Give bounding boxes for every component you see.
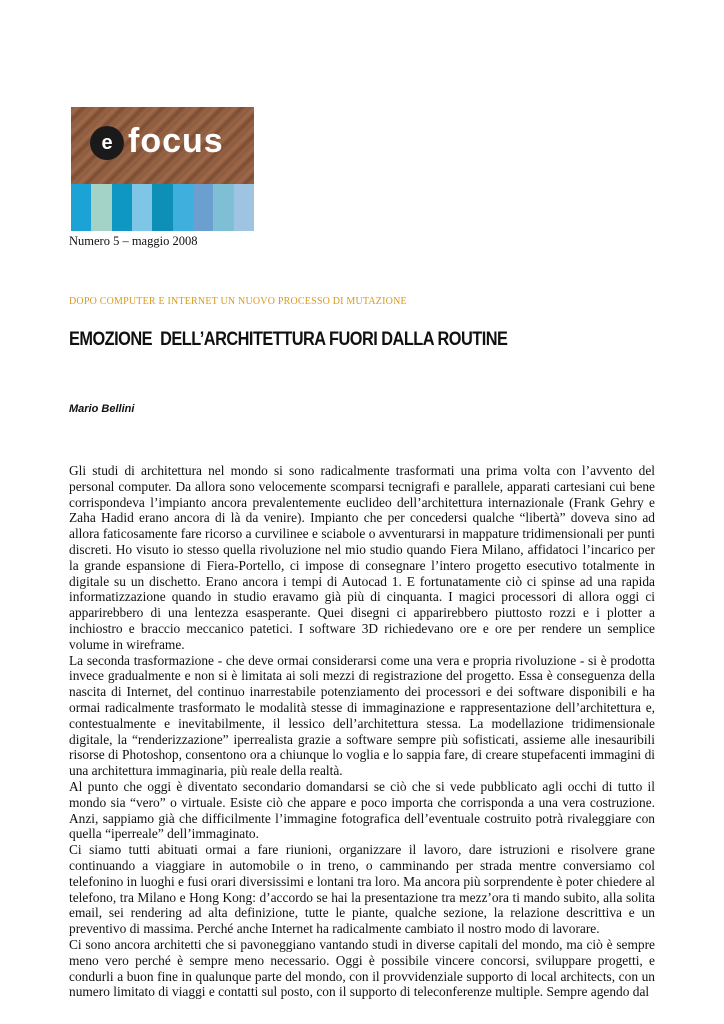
logo-stripe xyxy=(132,184,152,231)
article-author: Mario Bellini xyxy=(69,403,135,415)
article-title: EMOZIONE DELL’ARCHITETTURA FUORI DALLA ROUTINE xyxy=(69,329,508,350)
article-paragraph: Ci sono ancora architetti che si pavoneggiano vantando studi in diverse capitali del mondo, ma ciò è sempre meno vero perché è sempre meno necessario. Oggi è possibile vincere concorsi, sviluppare progetti, e condurli a buon fine in qualunque parte del mondo, con il provvidenziale supporto di local architects, con un numero limitato di viaggi e contatti sul posto, con il supporto di teleconferenze multiple. Sempre agendo dal xyxy=(69,936,655,1000)
article-body xyxy=(69,463,655,1000)
logo-stripe xyxy=(213,184,233,231)
logo-color-stripes xyxy=(71,184,254,231)
logo-stripe xyxy=(91,184,111,231)
article-paragraph: Gli studi di architettura nel mondo si sono radicalmente trasformati una prima volta con l’avvento del personal computer. Da allora sono velocemente scomparsi tecnigrafi e parallele, apparati cartesiani cui bene corrispondeva l’impianto ancora prevalentemente euclideo dell’architettura internazionale (Frank Gehry e Zaha Hadid erano ancora di là da venire). Impianto che per concedersi qualche “libertà” doveva sino ad allora faticosamente fare ricorso a curvilinee e sciabole o avventurarsi in mappature tridimensionali per punti discreti. Ho visuto io stesso quella rivoluzione nel mio studio quando Fiera Milano, affidatoci l’incarico per la grande espansione di Fiera-Portello, ci impose di consegnare l’intero progetto esecutivo totalmente in digitale su un dischetto. Erano ancora i tempi di Autocad 1. E fortunatamente ciò ci spinse ad una rapida informatizzazione quando in studio eravamo già più di cinquanta. I magici processori di allora oggi ci apparirebbero di una lentezza esasperante. Quei disegni ci apparirebbero piuttosto rozzi e i plotter a inchiostro e braccio meccanico patetici. I software 3D richiedevano ore e ore per rendere un semplice volume in wireframe. xyxy=(69,463,655,652)
logo-stripe xyxy=(234,184,254,231)
logo-stripe xyxy=(173,184,193,231)
article-kicker: DOPO COMPUTER E INTERNET UN NUOVO PROCESSO DI MUTAZIONE xyxy=(69,296,407,307)
logo-stripe xyxy=(152,184,172,231)
focus-logo-mark-icon: e xyxy=(90,126,124,160)
logo-stripe xyxy=(193,184,213,231)
article-paragraph: Ci siamo tutti abituati ormai a fare riunioni, organizzare il lavoro, dare istruzioni e risolvere grane continuando a viaggiare in automobile o in treno, o camminando per strada mentre conversiamo col telefonino in luoghi e fusi orari diversissimi e lontani tra loro. Ma ancora più sorprendente è poter chiedere al telefono, tra Milano e Hong Kong: d’accordo se hai la presentazione tra mezz’ora ti mando subito, alla solita email, sei rendering ad alta definizione, tutte le piante, qualche sezione, la relazione descrittiva e un preventivo di massima. Perché anche Internet ha radicalmente cambiato il nostro modo di lavorare. xyxy=(69,842,655,937)
article-paragraph: La seconda trasformazione - che deve ormai considerarsi come una vera e propria rivoluzione - si è prodotta invece gradualmente e non si è limitata ai soli mezzi di registrazione del progetto. Essa è conseguenza della nascita di Internet, del continuo inarrestabile potenziamento dei processori e dei software disponibili e ha ormai radicalmente trasformato le modalità stesse di immaginazione e rappresentazione dell’architettura e, contestualmente e inevitabilmente, il lessico dell’architettura stessa. La modellazione tridimensionale digitale, la “renderizzazione” iperrealista grazie a software sempre più sofisticati, assieme alle inesauribili risorse di Photoshop, consentono ora a chiunque lo voglia e lo sappia fare, di creare stupefacenti immagini di una architettura immaginaria, più reale della realtà. xyxy=(69,652,655,779)
logo-stripe xyxy=(71,184,91,231)
logo-wordmark: focus xyxy=(128,122,224,160)
logo-stripe xyxy=(112,184,132,231)
focus-logo xyxy=(71,107,254,231)
article-paragraph: Al punto che oggi è diventato secondario domandarsi se ciò che si vede pubblicato agli occhi di tutto il mondo sia “vero” o virtuale. Esiste ciò che appare e poco importa che corrisponda a una vera costruzione. Anzi, sappiamo già che difficilmente l’immagine fotografica dell’eventuale costruito potrà rivaleggiare con quella “iperreale” dell’immaginato. xyxy=(69,778,655,842)
issue-label: Numero 5 – maggio 2008 xyxy=(69,234,198,248)
